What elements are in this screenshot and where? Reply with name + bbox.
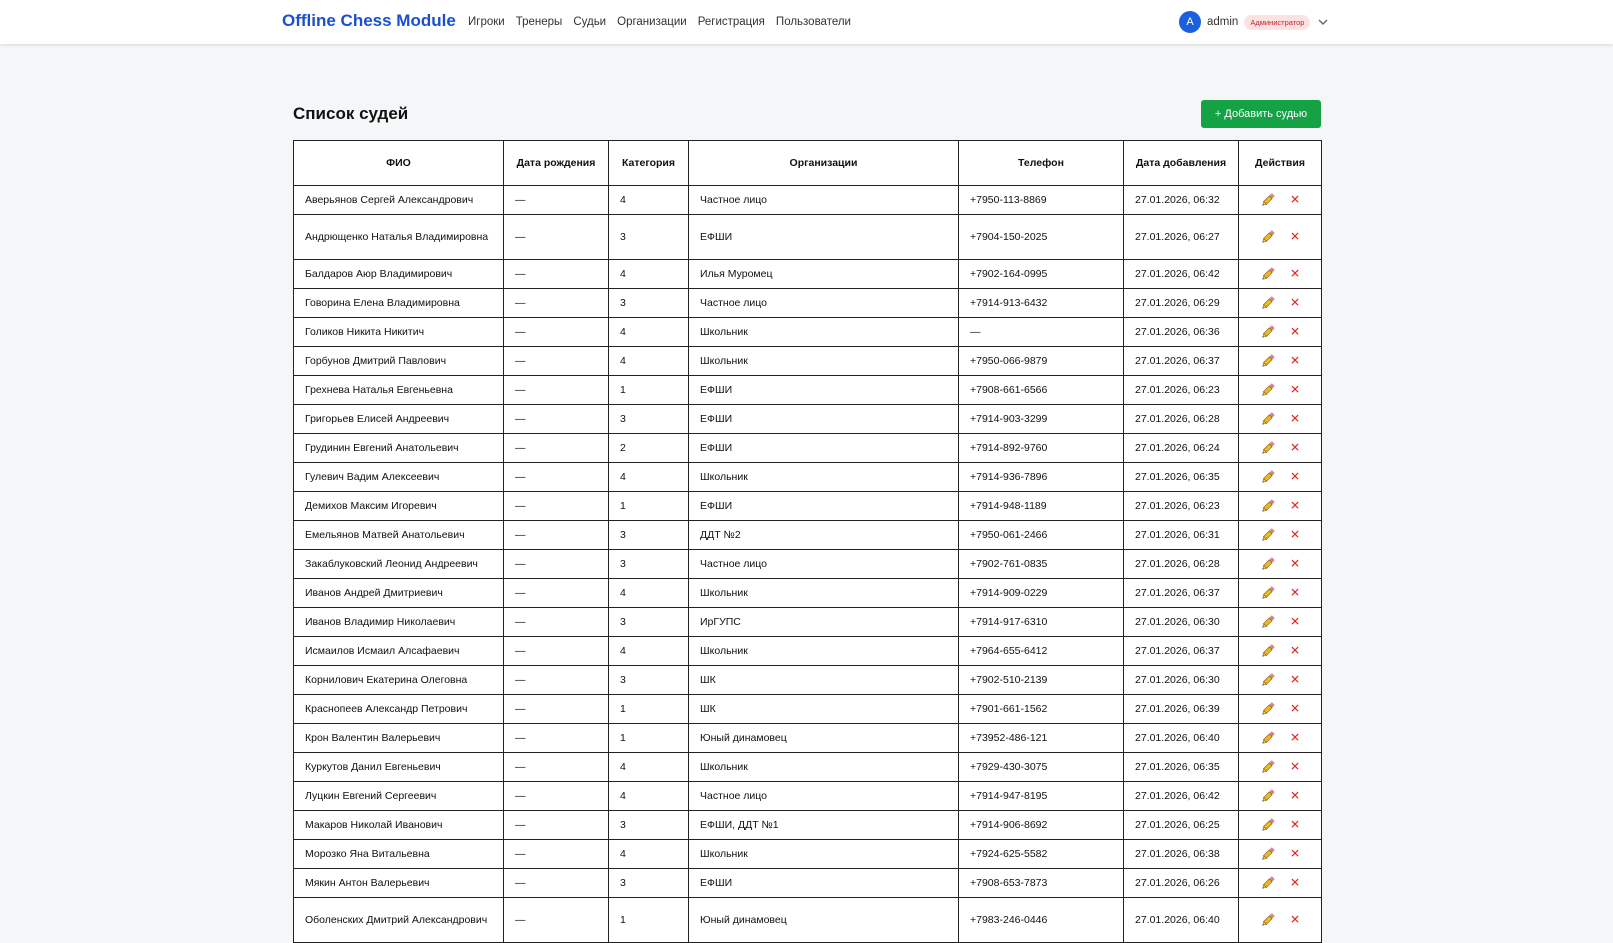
cell-fio: Гулевич Вадим Алексеевич [294, 463, 504, 492]
cell-phone: +7924-625-5582 [959, 840, 1124, 869]
cell-phone: +7983-246-0446 [959, 898, 1124, 943]
cell-phone: +7914-913-6432 [959, 289, 1124, 318]
cell-birth-date: — [504, 579, 609, 608]
cell-organizations: Частное лицо [689, 186, 959, 215]
main-nav [468, 16, 851, 28]
close-icon[interactable]: ✕ [1289, 672, 1301, 687]
cell-actions [1239, 521, 1322, 550]
cell-actions [1239, 260, 1322, 289]
cell-fio: Грехнева Наталья Евгеньевна [294, 376, 504, 405]
cell-actions [1239, 492, 1322, 521]
cell-fio: Мякин Антон Валерьевич [294, 869, 504, 898]
cell-actions [1239, 666, 1322, 695]
cell-organizations: ШК [689, 666, 959, 695]
table-row [294, 637, 1322, 666]
cell-phone: +7914-903-3299 [959, 405, 1124, 434]
cell-date-added: 27.01.2026, 06:40 [1124, 898, 1239, 943]
close-icon[interactable]: ✕ [1289, 643, 1301, 658]
cell-birth-date: — [504, 492, 609, 521]
pencil-icon[interactable] [1260, 469, 1276, 485]
cell-birth-date: — [504, 724, 609, 753]
cell-category: 3 [609, 608, 689, 637]
cell-phone: +7914-947-8195 [959, 782, 1124, 811]
cell-organizations: ИрГУПС [689, 608, 959, 637]
cell-category: 4 [609, 318, 689, 347]
cell-actions [1239, 186, 1322, 215]
header-birth-date: Дата рождения [504, 141, 609, 186]
cell-date-added: 27.01.2026, 06:39 [1124, 695, 1239, 724]
cell-fio: Демихов Максим Игоревич [294, 492, 504, 521]
cell-phone: +7929-430-3075 [959, 753, 1124, 782]
header-organizations: Организации [689, 141, 959, 186]
cell-actions [1239, 637, 1322, 666]
cell-birth-date: — [504, 376, 609, 405]
pencil-icon[interactable] [1260, 295, 1276, 311]
cell-date-added: 27.01.2026, 06:30 [1124, 666, 1239, 695]
close-icon[interactable]: ✕ [1289, 701, 1301, 716]
cell-actions [1239, 840, 1322, 869]
cell-organizations: Школьник [689, 579, 959, 608]
close-icon[interactable]: ✕ [1289, 730, 1301, 745]
pencil-icon[interactable] [1260, 266, 1276, 282]
cell-organizations: Юный динамовец [689, 724, 959, 753]
cell-fio: Григорьев Елисей Андреевич [294, 405, 504, 434]
cell-actions [1239, 782, 1322, 811]
cell-category: 4 [609, 782, 689, 811]
cell-date-added: 27.01.2026, 06:30 [1124, 608, 1239, 637]
cell-category: 1 [609, 898, 689, 943]
cell-phone: +7914-892-9760 [959, 434, 1124, 463]
cell-fio: Емельянов Матвей Анатольевич [294, 521, 504, 550]
close-icon[interactable]: ✕ [1289, 382, 1301, 397]
table-row [294, 840, 1322, 869]
cell-birth-date: — [504, 869, 609, 898]
cell-category: 4 [609, 186, 689, 215]
cell-phone: +7908-661-6566 [959, 376, 1124, 405]
cell-phone: +7914-936-7896 [959, 463, 1124, 492]
cell-actions [1239, 434, 1322, 463]
cell-actions [1239, 695, 1322, 724]
cell-organizations: Юный динамовец [689, 898, 959, 943]
cell-organizations: Частное лицо [689, 782, 959, 811]
cell-date-added: 27.01.2026, 06:36 [1124, 318, 1239, 347]
cell-organizations: ЕФШИ [689, 869, 959, 898]
pencil-icon[interactable] [1260, 788, 1276, 804]
cell-actions [1239, 405, 1322, 434]
cell-category: 3 [609, 289, 689, 318]
nav-item-coaches[interactable]: Тренеры [515, 16, 563, 28]
cell-fio: Закаблуковский Леонид Андреевич [294, 550, 504, 579]
cell-birth-date: — [504, 898, 609, 943]
table-row [294, 608, 1322, 637]
pencil-icon[interactable] [1260, 759, 1276, 775]
cell-fio: Луцкин Евгений Сергеевич [294, 782, 504, 811]
table-row [294, 492, 1322, 521]
cell-birth-date: — [504, 521, 609, 550]
table-row [294, 289, 1322, 318]
table-row [294, 753, 1322, 782]
pencil-icon[interactable] [1260, 817, 1276, 833]
cell-category: 3 [609, 666, 689, 695]
cell-category: 1 [609, 492, 689, 521]
table-row [294, 186, 1322, 215]
cell-birth-date: — [504, 666, 609, 695]
table-row [294, 376, 1322, 405]
cell-phone: +7901-661-1562 [959, 695, 1124, 724]
table-row [294, 695, 1322, 724]
cell-date-added: 27.01.2026, 06:40 [1124, 724, 1239, 753]
nav-item-organizations[interactable]: Организации [617, 16, 687, 28]
cell-birth-date: — [504, 434, 609, 463]
cell-fio: Макаров Николай Иванович [294, 811, 504, 840]
cell-date-added: 27.01.2026, 06:35 [1124, 463, 1239, 492]
pencil-icon[interactable] [1260, 672, 1276, 688]
pencil-icon[interactable] [1260, 556, 1276, 572]
cell-date-added: 27.01.2026, 06:23 [1124, 376, 1239, 405]
cell-date-added: 27.01.2026, 06:28 [1124, 550, 1239, 579]
cell-actions [1239, 347, 1322, 376]
cell-phone: +7914-917-6310 [959, 608, 1124, 637]
cell-actions [1239, 608, 1322, 637]
avatar: A [1179, 11, 1201, 33]
cell-fio: Грудинин Евгений Анатольевич [294, 434, 504, 463]
chevron-down-icon[interactable] [1316, 15, 1330, 29]
cell-fio: Оболенских Дмитрий Александрович [294, 898, 504, 943]
cell-date-added: 27.01.2026, 06:37 [1124, 637, 1239, 666]
cell-birth-date: — [504, 782, 609, 811]
cell-category: 4 [609, 637, 689, 666]
add-judge-button[interactable]: + Добавить судью [1201, 100, 1321, 128]
cell-date-added: 27.01.2026, 06:27 [1124, 215, 1239, 260]
cell-phone: +73952-486-121 [959, 724, 1124, 753]
close-icon[interactable]: ✕ [1289, 229, 1301, 244]
cell-category: 4 [609, 840, 689, 869]
cell-fio: Андрющенко Наталья Владимировна [294, 215, 504, 260]
cell-fio: Краснопеев Александр Петрович [294, 695, 504, 724]
cell-birth-date: — [504, 463, 609, 492]
pencil-icon[interactable] [1260, 498, 1276, 514]
table-row [294, 434, 1322, 463]
cell-fio: Крон Валентин Валерьевич [294, 724, 504, 753]
cell-actions [1239, 579, 1322, 608]
cell-date-added: 27.01.2026, 06:23 [1124, 492, 1239, 521]
cell-actions [1239, 550, 1322, 579]
close-icon[interactable]: ✕ [1289, 614, 1301, 629]
close-icon[interactable]: ✕ [1289, 192, 1301, 207]
cell-birth-date: — [504, 811, 609, 840]
cell-category: 4 [609, 463, 689, 492]
cell-organizations: Школьник [689, 318, 959, 347]
judges-table [293, 140, 1322, 943]
cell-birth-date: — [504, 608, 609, 637]
cell-fio: Аверьянов Сергей Александрович [294, 186, 504, 215]
cell-actions [1239, 724, 1322, 753]
cell-actions [1239, 811, 1322, 840]
page-title: Список судей [293, 104, 409, 123]
close-icon[interactable]: ✕ [1289, 527, 1301, 542]
table-row [294, 869, 1322, 898]
cell-phone: +7902-761-0835 [959, 550, 1124, 579]
close-icon[interactable]: ✕ [1289, 324, 1301, 339]
header-category: Категория [609, 141, 689, 186]
close-icon[interactable]: ✕ [1289, 353, 1301, 368]
cell-birth-date: — [504, 186, 609, 215]
cell-phone: +7908-653-7873 [959, 869, 1124, 898]
cell-birth-date: — [504, 215, 609, 260]
pencil-icon[interactable] [1260, 527, 1276, 543]
table-row [294, 782, 1322, 811]
cell-category: 1 [609, 376, 689, 405]
cell-phone: +7914-909-0229 [959, 579, 1124, 608]
table-row [294, 260, 1322, 289]
close-icon[interactable]: ✕ [1289, 846, 1301, 861]
cell-category: 4 [609, 260, 689, 289]
cell-organizations: Школьник [689, 637, 959, 666]
pencil-icon[interactable] [1260, 229, 1276, 245]
table-row [294, 666, 1322, 695]
pencil-icon[interactable] [1260, 411, 1276, 427]
pencil-icon[interactable] [1260, 353, 1276, 369]
cell-category: 3 [609, 869, 689, 898]
cell-date-added: 27.01.2026, 06:31 [1124, 521, 1239, 550]
pencil-icon[interactable] [1260, 614, 1276, 630]
cell-phone: +7964-655-6412 [959, 637, 1124, 666]
cell-birth-date: — [504, 289, 609, 318]
table-row [294, 463, 1322, 492]
cell-fio: Горбунов Дмитрий Павлович [294, 347, 504, 376]
close-icon[interactable]: ✕ [1289, 556, 1301, 571]
pencil-icon[interactable] [1260, 440, 1276, 456]
cell-phone: +7950-066-9879 [959, 347, 1124, 376]
table-row [294, 724, 1322, 753]
cell-date-added: 27.01.2026, 06:28 [1124, 405, 1239, 434]
cell-organizations: ЕФШИ [689, 215, 959, 260]
cell-organizations: Школьник [689, 753, 959, 782]
cell-fio: Исмаилов Исмаил Алсафаевич [294, 637, 504, 666]
cell-actions [1239, 463, 1322, 492]
cell-phone: — [959, 318, 1124, 347]
close-icon[interactable]: ✕ [1289, 411, 1301, 426]
header-actions: Действия [1239, 141, 1322, 186]
cell-organizations: Частное лицо [689, 550, 959, 579]
table-row [294, 811, 1322, 840]
pencil-icon[interactable] [1260, 324, 1276, 340]
pencil-icon[interactable] [1260, 875, 1276, 891]
cell-date-added: 27.01.2026, 06:29 [1124, 289, 1239, 318]
cell-category: 4 [609, 347, 689, 376]
role-badge: Администратор [1244, 15, 1310, 30]
close-icon[interactable]: ✕ [1289, 817, 1301, 832]
cell-date-added: 27.01.2026, 06:25 [1124, 811, 1239, 840]
cell-organizations: ЕФШИ, ДДТ №1 [689, 811, 959, 840]
pencil-icon[interactable] [1260, 912, 1276, 928]
pencil-icon[interactable] [1260, 192, 1276, 208]
cell-phone: +7914-948-1189 [959, 492, 1124, 521]
close-icon[interactable]: ✕ [1289, 875, 1301, 890]
table-row [294, 347, 1322, 376]
header-phone: Телефон [959, 141, 1124, 186]
cell-fio: Балдаров Аюр Владимирович [294, 260, 504, 289]
brand-logo[interactable]: Offline Chess Module [282, 11, 456, 30]
cell-birth-date: — [504, 260, 609, 289]
cell-fio: Иванов Владимир Николаевич [294, 608, 504, 637]
cell-category: 2 [609, 434, 689, 463]
table-row [294, 550, 1322, 579]
cell-date-added: 27.01.2026, 06:24 [1124, 434, 1239, 463]
nav-item-judges[interactable]: Судьи [573, 16, 607, 28]
cell-actions [1239, 318, 1322, 347]
pencil-icon[interactable] [1260, 382, 1276, 398]
cell-organizations: ЕФШИ [689, 492, 959, 521]
cell-organizations: Школьник [689, 463, 959, 492]
table-row [294, 579, 1322, 608]
cell-category: 3 [609, 405, 689, 434]
cell-organizations: ДДТ №2 [689, 521, 959, 550]
cell-category: 3 [609, 215, 689, 260]
close-icon[interactable]: ✕ [1289, 759, 1301, 774]
cell-actions [1239, 869, 1322, 898]
cell-phone: +7902-164-0995 [959, 260, 1124, 289]
cell-fio: Куркутов Данил Евгеньевич [294, 753, 504, 782]
close-icon[interactable]: ✕ [1289, 295, 1301, 310]
pencil-icon[interactable] [1260, 585, 1276, 601]
cell-date-added: 27.01.2026, 06:26 [1124, 869, 1239, 898]
cell-organizations: ШК [689, 695, 959, 724]
cell-organizations: ЕФШИ [689, 376, 959, 405]
cell-phone: +7950-061-2466 [959, 521, 1124, 550]
cell-phone: +7902-510-2139 [959, 666, 1124, 695]
table-header-row [294, 141, 1322, 186]
pencil-icon[interactable] [1260, 730, 1276, 746]
close-icon[interactable]: ✕ [1289, 498, 1301, 513]
cell-fio: Морозко Яна Витальевна [294, 840, 504, 869]
cell-organizations: Школьник [689, 347, 959, 376]
cell-phone: +7950-113-8869 [959, 186, 1124, 215]
header-date-added: Дата добавления [1124, 141, 1239, 186]
cell-organizations: Частное лицо [689, 289, 959, 318]
close-icon[interactable]: ✕ [1289, 585, 1301, 600]
cell-organizations: Школьник [689, 840, 959, 869]
cell-fio: Говорина Елена Владимировна [294, 289, 504, 318]
cell-phone: +7904-150-2025 [959, 215, 1124, 260]
table-row [294, 215, 1322, 260]
cell-date-added: 27.01.2026, 06:37 [1124, 347, 1239, 376]
cell-organizations: ЕФШИ [689, 434, 959, 463]
cell-actions [1239, 289, 1322, 318]
cell-birth-date: — [504, 753, 609, 782]
pencil-icon[interactable] [1260, 643, 1276, 659]
cell-phone: +7914-906-8692 [959, 811, 1124, 840]
table-row [294, 405, 1322, 434]
top-navbar [0, 0, 1613, 44]
cell-date-added: 27.01.2026, 06:35 [1124, 753, 1239, 782]
cell-category: 3 [609, 550, 689, 579]
cell-date-added: 27.01.2026, 06:42 [1124, 260, 1239, 289]
nav-item-registration[interactable]: Регистрация [697, 16, 765, 28]
cell-organizations: Илья Муромец [689, 260, 959, 289]
cell-date-added: 27.01.2026, 06:37 [1124, 579, 1239, 608]
cell-birth-date: — [504, 550, 609, 579]
cell-birth-date: — [504, 347, 609, 376]
cell-actions [1239, 376, 1322, 405]
cell-birth-date: — [504, 637, 609, 666]
cell-birth-date: — [504, 695, 609, 724]
cell-birth-date: — [504, 840, 609, 869]
close-icon[interactable]: ✕ [1289, 266, 1301, 281]
user-menu[interactable] [1179, 11, 1330, 33]
table-row [294, 318, 1322, 347]
cell-organizations: ЕФШИ [689, 405, 959, 434]
user-name: admin [1207, 16, 1239, 28]
cell-category: 4 [609, 753, 689, 782]
cell-date-added: 27.01.2026, 06:32 [1124, 186, 1239, 215]
cell-actions [1239, 215, 1322, 260]
cell-date-added: 27.01.2026, 06:38 [1124, 840, 1239, 869]
cell-category: 1 [609, 724, 689, 753]
close-icon[interactable]: ✕ [1289, 912, 1301, 927]
cell-date-added: 27.01.2026, 06:42 [1124, 782, 1239, 811]
cell-category: 3 [609, 811, 689, 840]
cell-fio: Голиков Никита Никитич [294, 318, 504, 347]
close-icon[interactable]: ✕ [1289, 788, 1301, 803]
cell-birth-date: — [504, 318, 609, 347]
nav-item-players[interactable]: Игроки [468, 16, 505, 28]
cell-fio: Корнилович Екатерина Олеговна [294, 666, 504, 695]
pencil-icon[interactable] [1260, 701, 1276, 717]
nav-item-users[interactable]: Пользователи [775, 16, 851, 28]
table-row [294, 521, 1322, 550]
cell-actions [1239, 753, 1322, 782]
cell-category: 1 [609, 695, 689, 724]
close-icon[interactable]: ✕ [1289, 469, 1301, 484]
cell-birth-date: — [504, 405, 609, 434]
cell-category: 4 [609, 579, 689, 608]
close-icon[interactable]: ✕ [1289, 440, 1301, 455]
cell-fio: Иванов Андрей Дмитриевич [294, 579, 504, 608]
pencil-icon[interactable] [1260, 846, 1276, 862]
header-fio: ФИО [294, 141, 504, 186]
cell-category: 3 [609, 521, 689, 550]
